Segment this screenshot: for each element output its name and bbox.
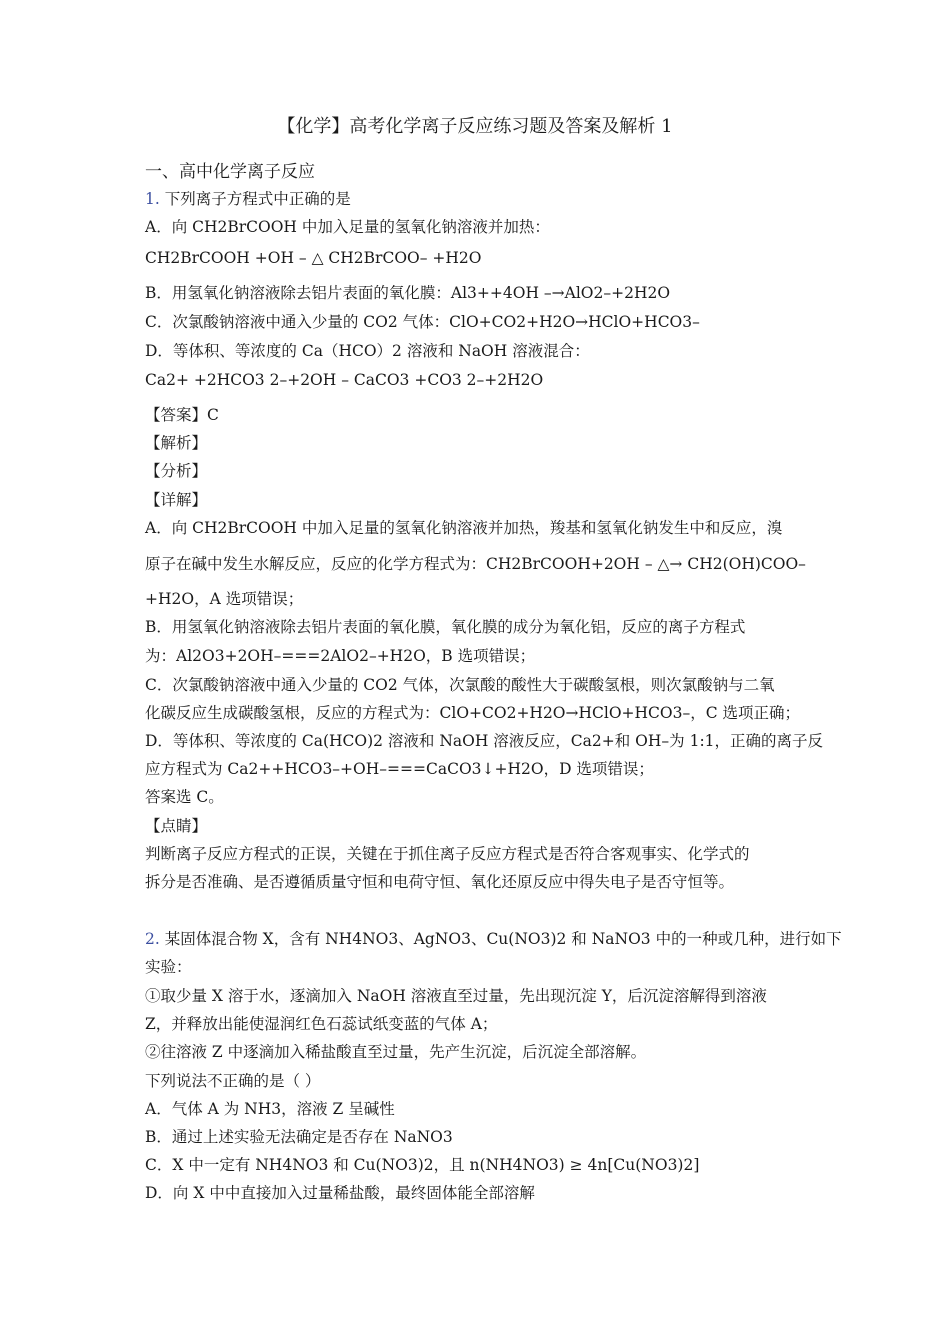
q1-explanation-d-2: 应方程式为 Ca2++HCO3–+OH–===CaCO3↓+H2O，D 选项错误； bbox=[145, 760, 654, 778]
q1-fenxi-heading: 【分析】 bbox=[145, 462, 208, 480]
q1-option-b: B．用氢氧化钠溶液除去铝片表面的氧化膜：Al3++4OH –→AlO2–+2H2O bbox=[145, 284, 671, 302]
question-2-text: 某固体混合物 X，含有 NH4NO3、AgNO3、Cu(NO3)2 和 NaNO3 中的一种或几种，进行如下 bbox=[164, 930, 842, 948]
question-2-stem bbox=[145, 929, 842, 949]
q1-explanation-a-3: +H2O，A 选项错误； bbox=[145, 590, 304, 608]
q1-jiexi-heading: 【解析】 bbox=[145, 434, 208, 452]
q1-explanation-a-1: A．向 CH2BrCOOH 中加入足量的氢氧化钠溶液并加热，羧基和氢氧化钠发生中和反应，溴 bbox=[145, 519, 783, 537]
question-1-number: 1. bbox=[145, 190, 160, 208]
q1-explanation-b-1: B．用氢氧化钠溶液除去铝片表面的氧化膜，氧化膜的成分为氧化铝，反应的离子方程式 bbox=[145, 618, 746, 636]
q2-option-c: C．X 中一定有 NH4NO3 和 Cu(NO3)2，且 n(NH4NO3) ≥ 4n[Cu(NO3)2] bbox=[145, 1156, 700, 1174]
q1-option-a-line1: A．向 CH2BrCOOH 中加入足量的氢氧化钠溶液并加热： bbox=[145, 218, 550, 236]
q2-experiment-1b: Z，并释放出能使湿润红色石蕊试纸变蓝的气体 A； bbox=[145, 1015, 498, 1033]
q2-experiment-1a: ①取少量 X 溶于水，逐滴加入 NaOH 溶液直至过量，先出现沉淀 Y，后沉淀溶解得到溶液 bbox=[145, 987, 767, 1005]
q2-option-a: A．气体 A 为 NH3，溶液 Z 呈碱性 bbox=[145, 1100, 395, 1118]
q1-option-c: C．次氯酸钠溶液中通入少量的 CO2 气体：ClO+CO2+H2O→HClO+HCO3– bbox=[145, 313, 700, 331]
q2-prompt: 下列说法不正确的是（ ） bbox=[145, 1072, 321, 1090]
q1-option-a-equation: CH2BrCOOH +OH – △ CH2BrCOO– +H2O bbox=[145, 249, 482, 267]
q1-explanation-a-2: 原子在碱中发生水解反应，反应的化学方程式为：CH2BrCOOH+2OH – △→ CH2(OH)COO– bbox=[145, 555, 806, 573]
q1-explanation-b-2: 为：Al2O3+2OH–===2AlO2–+H2O，B 选项错误； bbox=[145, 647, 536, 665]
q1-option-d-line1: D．等体积、等浓度的 Ca（HCO）2 溶液和 NaOH 溶液混合： bbox=[145, 342, 590, 360]
document-title: 【化学】高考化学离子反应练习题及答案及解析 1 bbox=[277, 116, 673, 137]
q2-stem-2: 实验： bbox=[145, 958, 192, 976]
question-2-number: 2. bbox=[145, 930, 160, 948]
q1-explanation-d-1: D．等体积、等浓度的 Ca(HCO)2 溶液和 NaOH 溶液反应，Ca2+和 OH–为 1:1，正确的离子反 bbox=[145, 732, 824, 750]
q1-dianjing-text-1: 判断离子反应方程式的正误，关键在于抓住离子反应方程式是否符合客观事实、化学式的 bbox=[145, 845, 750, 863]
q1-xiangjie-heading: 【详解】 bbox=[145, 491, 208, 509]
q1-explanation-c-2: 化碳反应生成碳酸氢根，反应的方程式为：ClO+CO2+H2O→HClO+HCO3–，C 选项正确； bbox=[145, 704, 801, 722]
section-heading: 一、高中化学离子反应 bbox=[145, 162, 315, 182]
q1-dianjing-heading: 【点睛】 bbox=[145, 817, 208, 835]
q1-option-d-equation: Ca2+ +2HCO3 2–+2OH – CaCO3 +CO3 2–+2H2O bbox=[145, 371, 544, 389]
question-1-stem bbox=[145, 189, 351, 209]
q2-option-d: D．向 X 中中直接加入过量稀盐酸，最终固体能全部溶解 bbox=[145, 1184, 535, 1202]
q2-option-b: B．通过上述实验无法确定是否存在 NaNO3 bbox=[145, 1128, 453, 1146]
question-1-text: 下列离子方程式中正确的是 bbox=[164, 190, 351, 208]
q1-final-answer: 答案选 C。 bbox=[145, 788, 224, 806]
q1-explanation-c-1: C．次氯酸钠溶液中通入少量的 CO2 气体，次氯酸的酸性大于碳酸氢根，则次氯酸钠与二氧 bbox=[145, 676, 775, 694]
q1-answer: 【答案】C bbox=[145, 406, 219, 424]
q2-experiment-2: ②往溶液 Z 中逐滴加入稀盐酸直至过量，先产生沉淀，后沉淀全部溶解。 bbox=[145, 1043, 647, 1061]
q1-dianjing-text-2: 拆分是否准确、是否遵循质量守恒和电荷守恒、氧化还原反应中得失电子是否守恒等。 bbox=[145, 873, 735, 891]
